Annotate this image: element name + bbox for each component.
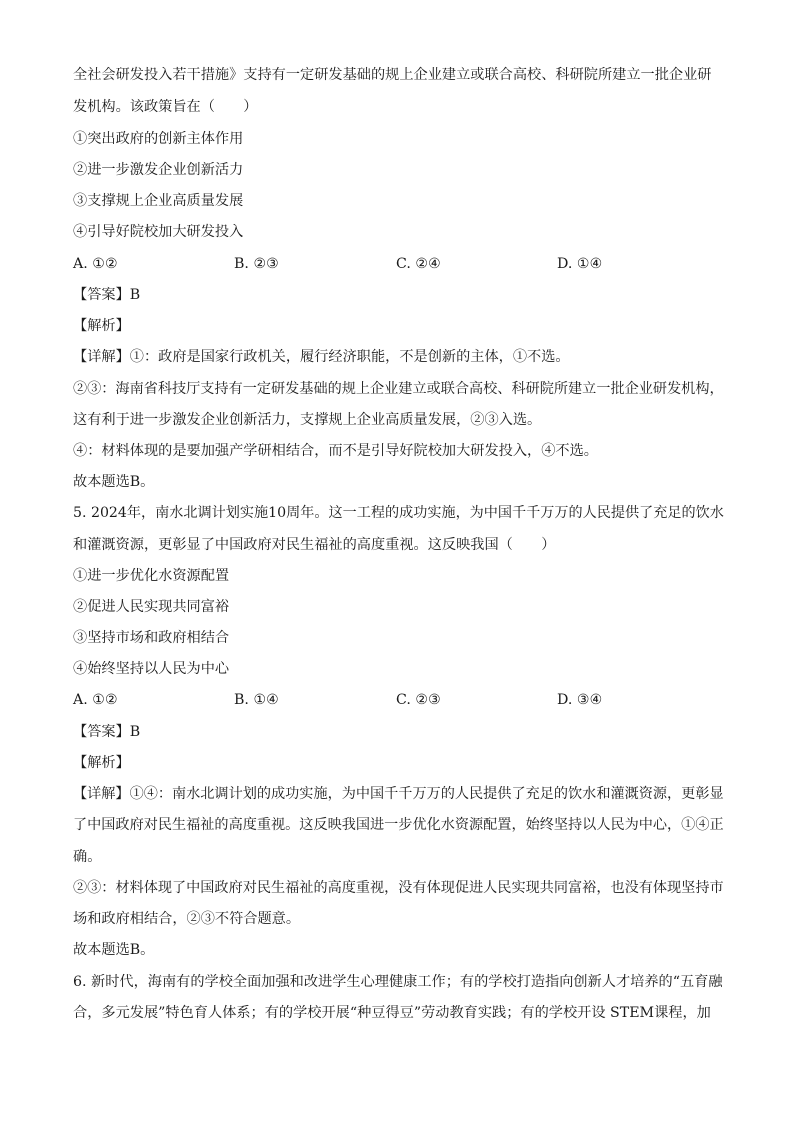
q4-option-c: C. ②④ — [396, 256, 441, 272]
q5-detail-line-2: 了中国政府对民生福祉的高度重视。这反映我国进一步优化水资源配置，始终坚持以人民为中心，①④正 — [73, 817, 724, 833]
q4-answer: 【答案】B — [73, 287, 141, 303]
q4-option-a: A. ①② — [73, 256, 118, 272]
q4-option-b: B. ②③ — [234, 256, 279, 272]
q5-detail-line-3: 确。 — [73, 849, 102, 865]
q5-answer: 【答案】B — [73, 724, 141, 740]
q6-stem-line-2: 合，多元发展”特色育人体系；有的学校开展“种豆得豆”劳动教育实践；有的学校开设 STEM课程，加 — [73, 1005, 711, 1021]
q4-conclusion: 故本题选B。 — [73, 474, 155, 490]
q5-stem-line-2: 和灌溉资源，更彰显了中国政府对民生福祉的高度重视。这反映我国（ ） — [73, 537, 556, 553]
q5-option-d: D. ③④ — [557, 692, 603, 708]
q5-option-a: A. ①② — [73, 692, 118, 708]
q5-option-c: C. ②③ — [396, 692, 441, 708]
q5-item-4: ④始终坚持以人民为中心 — [73, 661, 230, 677]
q4-item-3: ③支撑规上企业高质量发展 — [73, 193, 244, 209]
q4-stem-line-2: 发机构。该政策旨在（ ） — [73, 99, 258, 115]
q4-stem-line-1: 全社会研发投入若干措施》支持有一定研发基础的规上企业建立或联合高校、科研院所建立一批企业研 — [73, 67, 712, 83]
q4-detail-line-4: ④：材料体现的是要加强产学研相结合，而不是引导好院校加大研发投入，④不选。 — [73, 443, 598, 459]
q5-item-3: ③坚持市场和政府相结合 — [73, 630, 230, 646]
q5-item-2: ②促进人民实现共同富裕 — [73, 599, 230, 615]
q5-detail-line-4: ②③：材料体现了中国政府对民生福祉的高度重视，没有体现促进人民实现共同富裕，也没有体现坚持市 — [73, 880, 724, 896]
q5-analysis-label: 【解析】 — [73, 755, 130, 771]
q4-option-d: D. ①④ — [557, 256, 603, 272]
q5-item-1: ①进一步优化水资源配置 — [73, 568, 230, 584]
q4-item-2: ②进一步激发企业创新活力 — [73, 162, 244, 178]
q4-detail-line-3: 这有利于进一步激发企业创新活力，支撑规上企业高质量发展，②③入选。 — [73, 412, 542, 428]
q5-option-b: B. ①④ — [234, 692, 279, 708]
q6-stem-line-1: 6. 新时代，海南有的学校全面加强和改进学生心理健康工作；有的学校打造指向创新人才培养的“五育融 — [73, 974, 723, 990]
q5-detail-line-1: 【详解】①④：南水北调计划的成功实施，为中国千千万万的人民提供了充足的饮水和灌溉资源，更彰显 — [73, 786, 724, 802]
q5-detail-line-5: 场和政府相结合，②③不符合题意。 — [73, 911, 301, 927]
q5-conclusion: 故本题选B。 — [73, 942, 155, 958]
q4-detail-line-2: ②③：海南省科技厅支持有一定研发基础的规上企业建立或联合高校、科研院所建立一批企业研发机构， — [73, 381, 724, 397]
q4-analysis-label: 【解析】 — [73, 318, 130, 334]
q5-stem-line-1: 5. 2024年，南水北调计划实施10周年。这一工程的成功实施，为中国千千万万的人民提供了充足的饮水 — [73, 505, 724, 521]
q4-item-1: ①突出政府的创新主体作用 — [73, 131, 244, 147]
q4-detail-line-1: 【详解】①：政府是国家行政机关，履行经济职能，不是创新的主体，①不选。 — [73, 349, 570, 365]
q4-item-4: ④引导好院校加大研发投入 — [73, 224, 244, 240]
